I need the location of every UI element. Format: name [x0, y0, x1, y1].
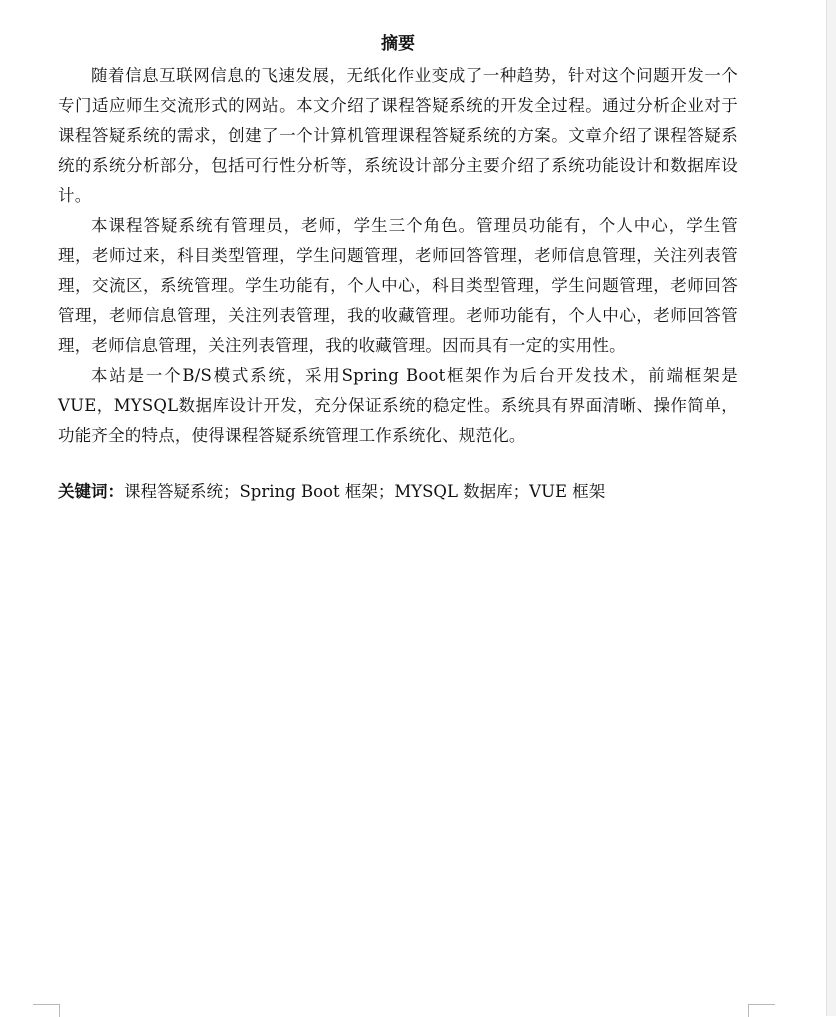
page-corner-mark-left	[33, 1004, 60, 1017]
keywords-label: 关键词：	[58, 482, 124, 501]
abstract-title: 摘要	[381, 34, 415, 54]
keywords-text: 课程答疑系统；Spring Boot 框架；MYSQL 数据库；VUE 框架	[124, 482, 606, 501]
keywords-line	[58, 477, 738, 507]
abstract-paragraph-1: 随着信息互联网信息的飞速发展，无纸化作业变成了一种趋势，针对这个问题开发一个专门适应师生交流形式的网站。本文介绍了课程答疑系统的开发全过程。通过分析企业对于课程答疑系统的需求，创建了一个计算机管理课程答疑系统的方案。文章介绍了课程答疑系统的系统分析部分，包括可行性分析等，系统设计部分主要介绍了系统功能设计和数据库设计。	[58, 66, 738, 205]
abstract-paragraph-2: 本课程答疑系统有管理员，老师，学生三个角色。管理员功能有，个人中心，学生管理，老师过来，科目类型管理，学生问题管理，老师回答管理，老师信息管理，关注列表管理，交流区，系统管理。学生功能有，个人中心，科目类型管理，学生问题管理，老师回答管理，老师信息管理，关注列表管理，我的收藏管理。老师功能有，个人中心，老师回答管理，老师信息管理，关注列表管理，我的收藏管理。因而具有一定的实用性。	[58, 216, 738, 355]
abstract-paragraph-3: 本站是一个B/S模式系统，采用Spring Boot框架作为后台开发技术，前端框架是VUE，MYSQL数据库设计开发，充分保证系统的稳定性。系统具有界面清晰、操作简单，功能齐全的特点，使得课程答疑系统管理工作系统化、规范化。	[58, 366, 738, 445]
page-corner-mark-right	[748, 1004, 775, 1017]
window-right-edge	[826, 0, 836, 1016]
abstract-body	[58, 61, 738, 451]
